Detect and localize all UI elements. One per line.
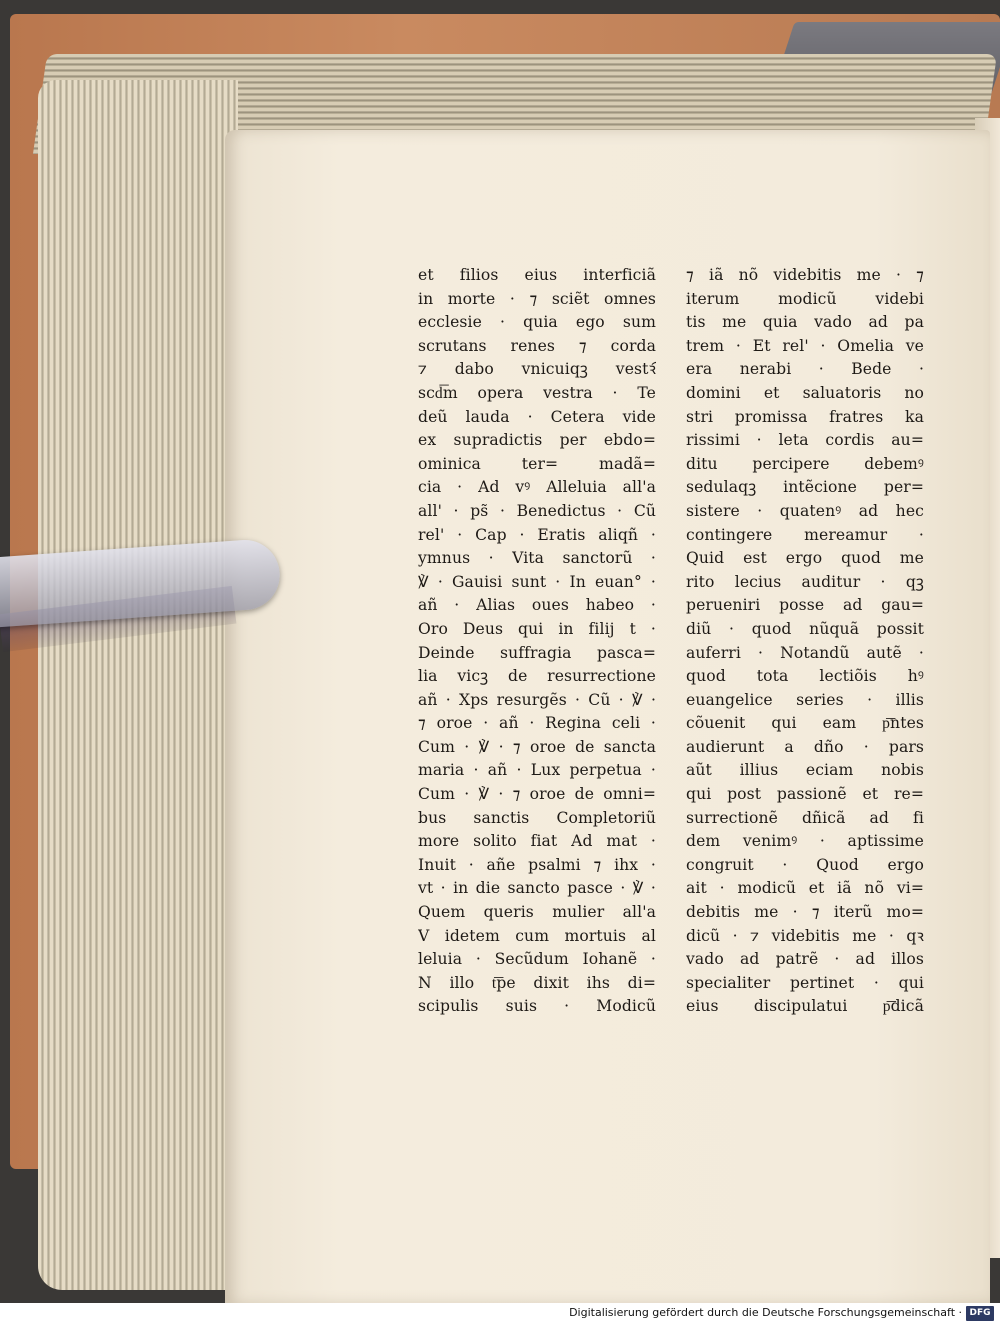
text-line: Oro Deus qui in filij t · bbox=[418, 619, 656, 638]
text-line: rel' · Cap · Eratis aliqñ · bbox=[418, 525, 656, 544]
text-line: stri promissa fratres ka bbox=[686, 407, 924, 426]
text-line: Deinde suffragia pasca= bbox=[418, 643, 656, 662]
text-line: lia vicꝫ de resurrectione bbox=[418, 667, 656, 686]
text-line: ⁊ oroe · añ · Regina celi · bbox=[418, 714, 656, 733]
text-line: ℣ · Gauisi sunt · In euan° · bbox=[418, 572, 656, 591]
text-line: congruit · Quod ergo bbox=[686, 855, 924, 874]
footer-bar bbox=[0, 1303, 1000, 1325]
text-line: cia · Ad vꝰ Alleluia all'a bbox=[418, 478, 656, 497]
text-line: ⁊ dabo vnicuiqꝫ vestꝛ͡ bbox=[418, 360, 656, 379]
text-line: trem · Et rel' · Omelia ve bbox=[686, 336, 924, 355]
text-line: diũ · quod nũquã possit bbox=[686, 619, 924, 638]
text-line: eius discipulatui p͞dicã bbox=[686, 997, 924, 1016]
text-line: domini et saluatoris no bbox=[686, 383, 924, 402]
text-line: audierunt a dño · pars bbox=[686, 737, 924, 756]
text-line: tis me quia vado ad pa bbox=[686, 313, 924, 332]
text-line: bus sanctis Completoriũ bbox=[418, 808, 656, 827]
text-line: rito lecius auditur · qꝫ bbox=[686, 572, 924, 591]
funding-credit: Digitalisierung gefördert durch die Deutsche Forschungsgemeinschaft · bbox=[569, 1306, 962, 1319]
text-line: contingere mereamur · bbox=[686, 525, 924, 544]
left-text-column bbox=[418, 264, 656, 1019]
text-line: Inuit · añe psalmi ⁊ ihx · bbox=[418, 855, 656, 874]
text-line: aũt illius eciam nobis bbox=[686, 761, 924, 780]
text-line: dicũ · ⁊ videbitis me · qꝛ bbox=[686, 926, 924, 945]
text-line: qui post passionẽ et re= bbox=[686, 785, 924, 804]
text-line: cõuenit qui eam p͞ntes bbox=[686, 714, 924, 733]
text-line: all' · ps̃ · Benedictus · Cũ bbox=[418, 501, 656, 520]
text-line: N illo t͞pe dixit ihs di= bbox=[418, 973, 656, 992]
text-line: Cum · ℣ · ⁊ oroe de omni= bbox=[418, 785, 656, 804]
text-line: surrectionẽ dñicã ad fi bbox=[686, 808, 924, 827]
text-line: auferri · Notandũ autẽ · bbox=[686, 643, 924, 662]
text-line: et filios eius interficiã bbox=[418, 266, 656, 284]
text-line: sedulaqꝫ intẽcione per= bbox=[686, 478, 924, 497]
text-line: dem venimꝰ · aptissime bbox=[686, 832, 924, 851]
right-text-column bbox=[686, 264, 924, 1019]
text-line: euangelice series · illis bbox=[686, 690, 924, 709]
text-line: era nerabi · Bede · bbox=[686, 360, 924, 379]
text-line: in morte · ⁊ sciẽt omnes bbox=[418, 289, 656, 308]
text-line: scipulis suis · Modicũ bbox=[418, 997, 656, 1016]
text-line: ⁊ iã nõ videbitis me · ⁊ bbox=[686, 266, 924, 284]
text-line: quod tota lectiõis hꝰ bbox=[686, 667, 924, 686]
text-line: ex supradictis per ebdo= bbox=[418, 431, 656, 450]
text-line: vt · in die sancto pasce · ℣ · bbox=[418, 879, 656, 898]
dfg-logo: DFG bbox=[966, 1306, 994, 1321]
text-line: maria · añ · Lux perpetua · bbox=[418, 761, 656, 780]
text-line: añ · Xps resurgẽs · Cũ · ℣ · bbox=[418, 690, 656, 709]
text-line: ecclesie · quia ego sum bbox=[418, 313, 656, 332]
text-line: scrutans renes ⁊ corda bbox=[418, 336, 656, 355]
text-line: ymnus · Vita sanctorũ · bbox=[418, 549, 656, 568]
text-line: scd͞m opera vestra · Te bbox=[418, 383, 656, 402]
text-line: debitis me · ⁊ iterũ mo= bbox=[686, 903, 924, 922]
text-line: specialiter pertinet · qui bbox=[686, 973, 924, 992]
text-line: V idetem cum mortuis al bbox=[418, 926, 656, 945]
page-edges-left bbox=[38, 80, 238, 1290]
text-line: Quem queris mulier all'a bbox=[418, 903, 656, 922]
text-line: Cum · ℣ · ⁊ oroe de sancta bbox=[418, 737, 656, 756]
text-line: sistere · quatenꝰ ad hec bbox=[686, 501, 924, 520]
text-line: deũ lauda · Cetera vide bbox=[418, 407, 656, 426]
text-line: leluia · Secũdum Iohanẽ · bbox=[418, 950, 656, 969]
text-line: ditu percipere debemꝰ bbox=[686, 454, 924, 473]
text-line: Quid est ergo quod me bbox=[686, 549, 924, 568]
text-line: ominica ter= madã= bbox=[418, 454, 656, 473]
text-line: perueniri posse ad gau= bbox=[686, 596, 924, 615]
text-line: more solito fiat Ad mat · bbox=[418, 832, 656, 851]
text-line: añ · Alias oues habeo · bbox=[418, 596, 656, 615]
text-columns bbox=[418, 264, 923, 1016]
text-line: iterum modicũ videbi bbox=[686, 289, 924, 308]
text-line: vado ad patrẽ · ad illos bbox=[686, 950, 924, 969]
text-line: rissimi · leta cordis au= bbox=[686, 431, 924, 450]
text-line: ait · modicũ et iã nõ vi= bbox=[686, 879, 924, 898]
